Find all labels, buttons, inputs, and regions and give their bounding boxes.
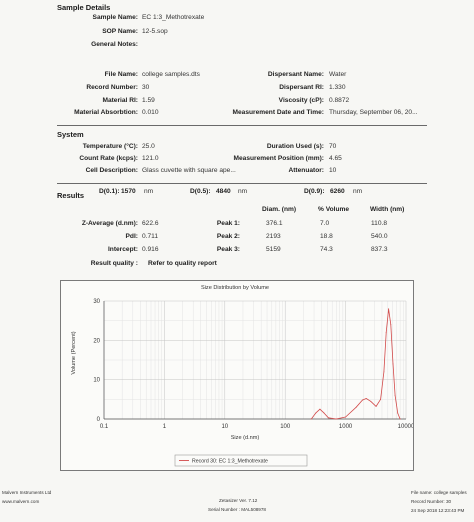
cell-description-label: Cell Description:	[85, 167, 138, 174]
chart-grid	[104, 301, 406, 419]
data-point	[345, 417, 346, 418]
d01-label: D(0.1):	[99, 188, 120, 195]
d09-value: 6260	[330, 188, 345, 195]
y-tick-label: 0	[96, 417, 100, 423]
dispersant-name-label: Dispersant Name:	[267, 71, 324, 78]
material-ri-value: 1.59	[142, 97, 155, 104]
x-tick-label: 10000	[397, 424, 413, 430]
x-tick-label: 100	[280, 424, 291, 430]
sample-name-label: Sample Name:	[92, 14, 138, 21]
results-divider	[57, 183, 427, 184]
pdi-value: 0.711	[142, 233, 159, 240]
chart-legend	[175, 455, 307, 466]
peak-1-label: Peak 1:	[216, 220, 240, 227]
data-point	[386, 332, 387, 333]
section-heading-sample-details: Sample Details	[57, 3, 111, 12]
measurement-datetime-label: Measurement Date and Time:	[232, 109, 324, 116]
footer-record: Record Number: 30	[411, 499, 452, 504]
peak-2-width: 540.0	[371, 233, 388, 240]
data-point	[383, 371, 384, 372]
file-name-label: File Name:	[104, 71, 138, 78]
footer-serial: Serial Number : MAL508978	[208, 507, 266, 512]
col-header-volume: % Volume	[318, 206, 350, 213]
sample-name-value: EC 1:3_Methotrexate	[142, 14, 205, 21]
size-distribution-chart	[60, 280, 414, 471]
peak-2-diam: 2193	[266, 233, 281, 240]
chart-y-axis-label: Volume (Percent)	[71, 331, 77, 375]
attenuator-label: Attenuator:	[288, 167, 324, 174]
material-absorbtion-label: Material Absorbtion:	[74, 109, 138, 116]
peak-1-diam: 376.1	[266, 220, 283, 227]
footer-software: Zetasizer Ver. 7.12	[219, 498, 258, 503]
data-point	[362, 400, 363, 401]
peak-3-width: 837.3	[371, 246, 388, 253]
peak-3-diam: 5159	[266, 246, 281, 253]
data-point	[336, 419, 337, 420]
chart-series	[311, 308, 401, 419]
x-tick-label: 1000	[338, 424, 353, 430]
duration-label: Duration Used (s):	[266, 143, 324, 150]
attenuator-value: 10	[329, 167, 337, 174]
chart-title: Size Distribution by Volume	[200, 285, 270, 291]
data-point	[380, 399, 381, 400]
dispersant-ri-label: Dispersant RI:	[279, 84, 324, 91]
general-notes-label: General Notes:	[91, 41, 138, 48]
d01-value: 1570	[121, 188, 136, 195]
temperature-label: Temperature (°C):	[82, 143, 138, 150]
measurement-datetime-value: Thursday, September 06, 20...	[329, 109, 418, 116]
col-header-width: Width (nm)	[370, 206, 405, 213]
d05-value: 4840	[216, 188, 231, 195]
temperature-value: 25.0	[142, 143, 155, 150]
data-point	[388, 308, 389, 309]
viscosity-label: Viscosity (cP):	[278, 97, 324, 104]
y-tick-label: 30	[93, 299, 100, 305]
footer-datetime: 24 Sep 2018 12:23:43 PM	[411, 508, 465, 513]
duration-value: 70	[329, 143, 337, 150]
d09-unit: nm	[353, 188, 363, 195]
peak-2-volume: 18.8	[320, 233, 333, 240]
d09-label: D(0.9):	[304, 188, 325, 195]
count-rate-value: 121.0	[142, 155, 159, 162]
measurement-position-label: Measurement Position (mm):	[233, 155, 324, 162]
peak-1-volume: 7.0	[320, 220, 330, 227]
data-point	[400, 419, 401, 420]
dispersant-name-value: Water	[329, 71, 347, 78]
x-tick-label: 10	[221, 424, 229, 430]
count-rate-label: Count Rate (kcps):	[79, 155, 138, 162]
system-divider	[57, 125, 427, 126]
data-point	[315, 413, 316, 414]
z-average-label: Z-Average (d.nm):	[81, 220, 138, 227]
record-number-value: 30	[142, 84, 150, 91]
data-point	[370, 401, 371, 402]
pdi-label: PdI:	[125, 233, 138, 240]
peak-1-width: 110.8	[371, 220, 388, 227]
d01-unit: nm	[144, 188, 154, 195]
peak-3-volume: 74.3	[320, 246, 333, 253]
x-tick-label: 0.1	[99, 424, 109, 430]
chart-svg	[61, 281, 413, 470]
viscosity-value: 0.8872	[329, 97, 350, 104]
chart-tick-labels	[93, 299, 413, 430]
data-point	[324, 413, 325, 414]
intercept-label: Intercept:	[107, 246, 138, 253]
footer-website: www.malvern.com	[2, 499, 40, 504]
data-point	[393, 363, 394, 364]
sop-name-label: SOP Name:	[102, 28, 138, 35]
series-line	[311, 309, 400, 419]
section-heading-results: Results	[57, 191, 85, 200]
chart-x-axis-label: Size (d.nm)	[230, 435, 260, 441]
data-point	[390, 324, 391, 325]
section-heading-system: System	[57, 130, 84, 139]
d05-label: D(0.5):	[190, 188, 211, 195]
data-point	[319, 409, 320, 410]
result-quality-value: Refer to quality report	[148, 260, 217, 267]
result-quality-label: Result quality :	[90, 260, 138, 267]
data-point	[366, 398, 367, 399]
file-name-value: college samples.dts	[142, 71, 200, 78]
data-point	[397, 413, 398, 414]
x-tick-label: 1	[162, 424, 167, 430]
data-point	[376, 406, 377, 407]
sop-name-value: 12-5.sop	[142, 28, 168, 35]
material-absorbtion-value: 0.010	[142, 109, 159, 116]
data-point	[395, 395, 396, 396]
cell-description-value: Glass cuvette with square ape...	[142, 167, 236, 174]
measurement-position-value: 4.65	[329, 155, 342, 162]
y-tick-label: 10	[93, 377, 100, 384]
data-point	[328, 417, 329, 418]
data-point	[311, 419, 312, 420]
material-ri-label: Material RI:	[102, 97, 138, 104]
dispersant-ri-value: 1.330	[329, 84, 346, 91]
peak-2-label: Peak 2:	[216, 233, 240, 240]
col-header-diam: Diam. (nm)	[262, 206, 297, 213]
y-tick-label: 20	[93, 338, 100, 345]
data-point	[356, 407, 357, 408]
peak-3-label: Peak 3:	[216, 246, 240, 253]
footer-company: Malvern Instruments Ltd	[2, 490, 52, 495]
legend-label: Record 30: EC 1:3_Methotrexate	[192, 458, 268, 465]
d05-unit: nm	[238, 188, 248, 195]
intercept-value: 0.916	[142, 246, 159, 253]
z-average-value: 622.6	[142, 220, 159, 227]
footer-file-name: File name: college samples	[411, 490, 467, 495]
record-number-label: Record Number:	[86, 84, 138, 91]
